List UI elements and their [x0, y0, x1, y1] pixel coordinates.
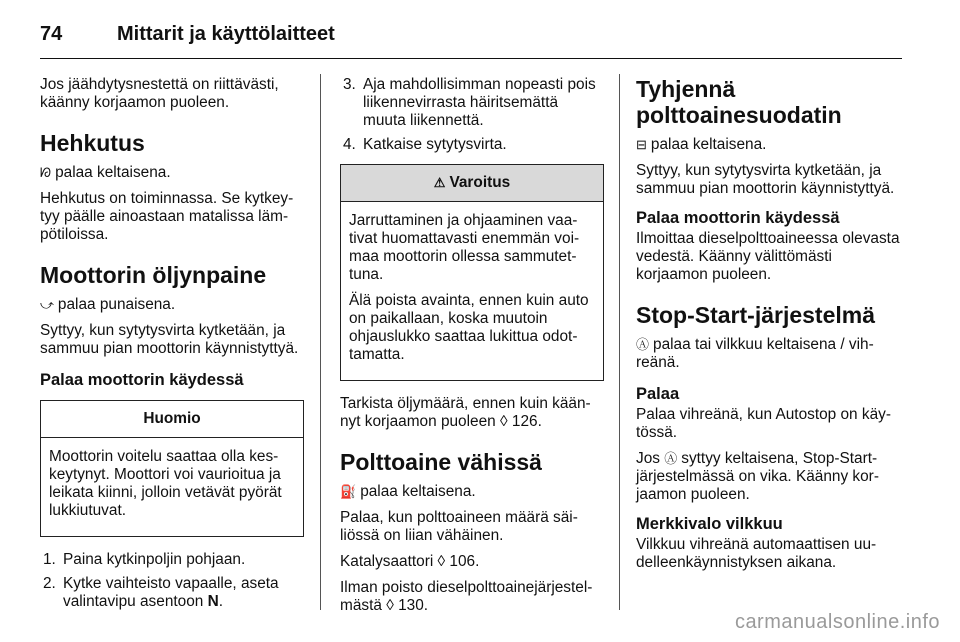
- fuel-heading: Polttoaine vähissä: [340, 449, 542, 475]
- blink-text: Vilkkuu vihreänä automaattisen uudelleenkäynnistyksen aikana.: [636, 536, 877, 571]
- fuel-pump-icon: ⛽: [340, 484, 357, 499]
- oil-heading: Moottorin öljynpaine: [40, 262, 267, 288]
- filter-description: Syttyy, kun sytytysvirta kytketään, ja sammuu pian moottorin käynnistyttyä.: [636, 162, 895, 197]
- palaa-heading: Palaa: [636, 385, 680, 403]
- filter-status: ⊟ palaa keltaisena.: [636, 136, 767, 153]
- diesel-ref: Ilman poisto dieselpolttoainejärjestelmästä ◊ 130.: [340, 579, 593, 614]
- chapter-title: Mittarit ja käyttölaitteet: [117, 22, 335, 45]
- list-item: 2. Kytke vaihteisto vapaalle, aseta valintavipu asentoon N.: [43, 575, 279, 610]
- oil-can-icon: ⤻: [40, 297, 54, 312]
- note-text: Moottorin voitelu saattaa olla keskeytynyt. Moottori voi vaurioitua ja leikata kiinni, jolloin vetävät pyörät lukkiutuvat.: [49, 448, 282, 519]
- note-title: Huomio: [41, 401, 303, 438]
- list-item: 1. Paina kytkinpoljin pohjaan.: [43, 551, 246, 568]
- autostop-icon: Ⓐ: [664, 451, 678, 466]
- stop-start-status: Ⓐ palaa tai vilkkuu keltaisena / vihreänä.: [636, 336, 874, 371]
- blink-heading: Merkkivalo vilkkuu: [636, 515, 783, 533]
- glow-heading: Hehkutus: [40, 130, 145, 156]
- list-item: 3. Aja mahdollisimman nopeasti pois liikennevirrasta häiritsemättä muuta liikennettä.: [343, 76, 596, 129]
- column-divider-1: [320, 74, 321, 610]
- watermark: carmanualsonline.info: [734, 611, 940, 633]
- page-number: 74: [40, 22, 63, 45]
- fuel-status: ⛽ palaa keltaisena.: [340, 483, 476, 500]
- filter-running-heading: Palaa moottorin käydessä: [636, 209, 840, 227]
- page-ref-icon: ◊: [437, 553, 446, 570]
- column-divider-2: [619, 74, 620, 610]
- column-3: [636, 76, 908, 580]
- header-rule: [40, 58, 902, 59]
- filter-running-text: Ilmoittaa dieselpolttoaineessa olevasta vedestä. Käänny välittömästi korjaamon puoleen.: [636, 230, 900, 283]
- warning-text-2: Älä poista avainta, ennen kuin auto on paikallaan, koska muutoin ohjauslukko saattaa lukittua odottamatta.: [349, 292, 589, 363]
- note-box: [40, 400, 304, 537]
- page-ref-icon: ◊: [500, 413, 508, 430]
- fault-text: Jos Ⓐ syttyy keltaisena, Stop-Start-järjestelmässä on vika. Käänny korjaamon puoleen.: [636, 450, 879, 503]
- page-header: [40, 14, 335, 54]
- warning-icon: ⚠: [433, 175, 446, 190]
- page-ref-icon: ◊: [386, 597, 394, 614]
- palaa-text: Palaa vihreänä, kun Autostop on käytössä.: [636, 406, 891, 441]
- column-2: [340, 76, 604, 623]
- oil-running-heading: Palaa moottorin käydessä: [40, 371, 244, 389]
- fuel-filter-icon: ⊟: [636, 137, 647, 152]
- glow-description: Hehkutus on toiminnassa. Se kytkeytyy päälle ainoastaan matalissa lämpötiloissa.: [40, 190, 294, 243]
- fuel-description: Palaa, kun polttoaineen määrä säiliössä on liian vähäinen.: [340, 509, 578, 544]
- warning-text-1: Jarruttaminen ja ohjaaminen vaativat huomattavasti enemmän voimaa moottorin ollessa sammutettuna.: [349, 212, 580, 283]
- stop-start-heading: Stop-Start-järjestelmä: [636, 302, 876, 328]
- glow-plug-icon: ᘗ: [40, 165, 52, 180]
- oil-description: Syttyy, kun sytytysvirta kytketään, ja sammuu pian moottorin käynnistyttyä.: [40, 322, 299, 357]
- catalyst-ref: Katalysaattori ◊ 106.: [340, 553, 480, 570]
- glow-status: ᘗ palaa keltaisena.: [40, 164, 171, 181]
- steps-list-2: [340, 76, 604, 154]
- intro-text: Jos jäähdytysnestettä on riittävästi, käänny korjaamon puoleen.: [40, 76, 279, 111]
- oil-status: ⤻ palaa punaisena.: [40, 296, 176, 313]
- warning-box: [340, 164, 604, 381]
- autostop-icon: Ⓐ: [636, 337, 650, 352]
- warning-title: ⚠ Varoitus: [341, 165, 603, 202]
- steps-list-1: [40, 551, 304, 611]
- list-item: 4. Katkaise sytytysvirta.: [343, 136, 507, 153]
- column-1: [40, 76, 304, 619]
- check-text: Tarkista öljymäärä, ennen kuin käännyt korjaamon puoleen ◊ 126.: [340, 395, 591, 430]
- filter-heading: Tyhjennä polttoainesuodatin: [636, 76, 842, 128]
